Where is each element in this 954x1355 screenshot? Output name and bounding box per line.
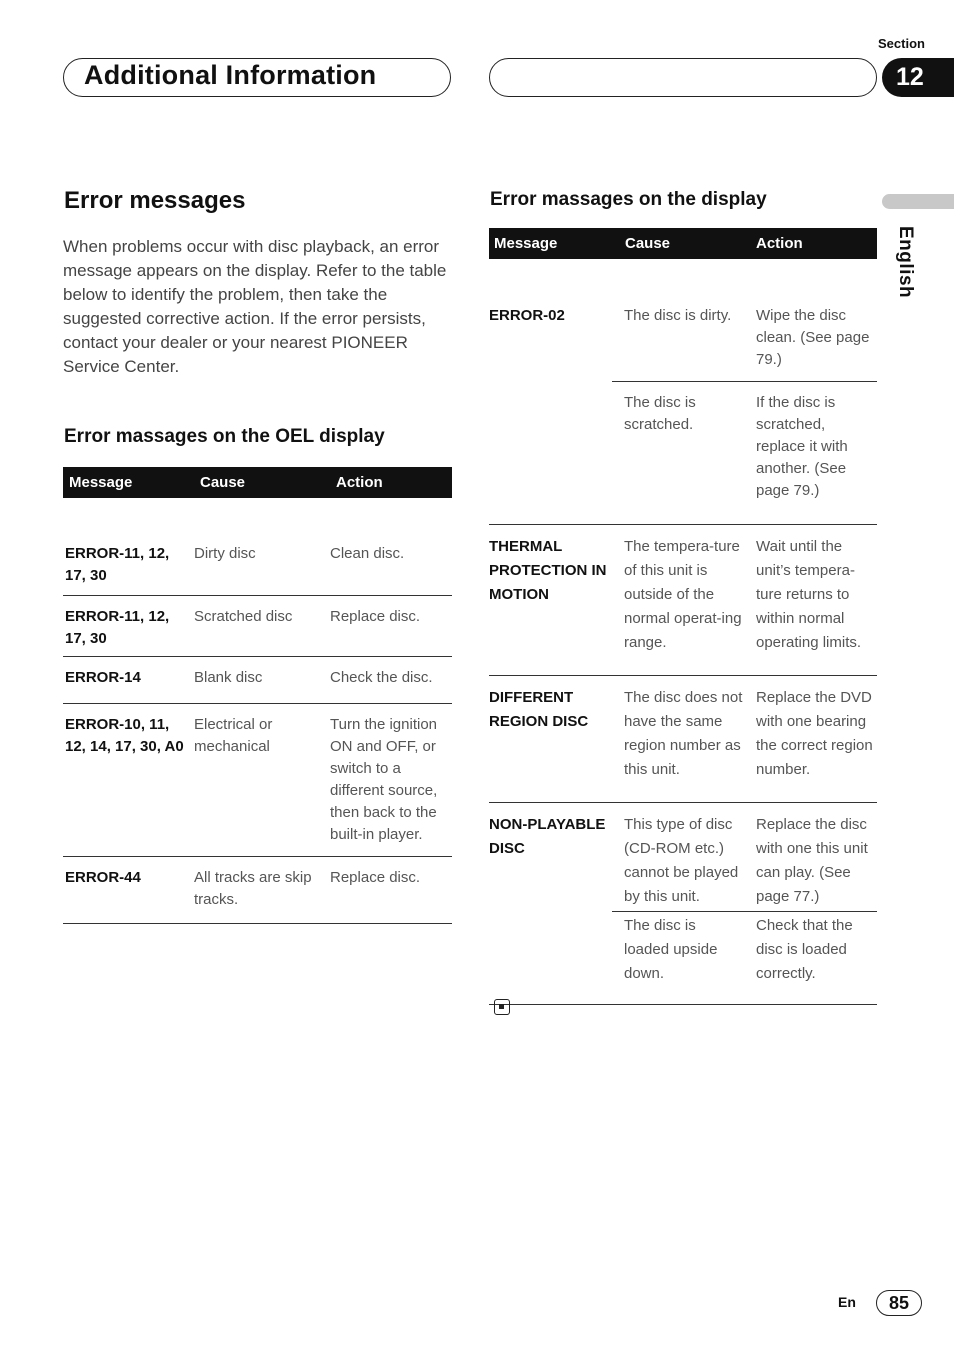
end-of-section-icon [494,999,510,1015]
error-code: NON-PLAYABLE DISC [489,803,612,1005]
table-row [489,259,877,382]
error-action: Turn the ignition ON and OFF, or switch to a different source, then back to the built-in player. [330,704,452,857]
error-code: THERMAL PROTECTION IN MOTION [489,525,612,676]
page-number: 85 [876,1290,922,1316]
error-cause: This type of disc (CD-ROM etc.) cannot be played by this unit. [612,803,748,912]
error-code: ERROR-10, 11, 12, 14, 17, 30, A0 [63,704,194,857]
table-row [63,857,452,924]
error-cause: All tracks are skip tracks. [194,857,330,924]
column-header-message: Message [63,467,194,498]
error-code: ERROR-44 [63,857,194,924]
error-code: DIFFERENT REGION DISC [489,676,612,803]
error-cause: The disc is scratched. [612,382,748,525]
language-label: English [895,226,916,299]
error-action: Replace the DVD with one bearing the correct region number. [748,676,877,803]
error-action: Wipe the disc clean. (See page 79.) [748,259,877,382]
error-code: ERROR-11, 12, 17, 30 [63,498,194,596]
oel-heading: Error massages on the OEL display [64,426,385,447]
chapter-title-frame [63,58,451,97]
error-cause: Scratched disc [194,596,330,657]
column-header-action: Action [748,228,877,259]
column-header-cause: Cause [194,467,330,498]
footer-language-code: En [838,1294,856,1310]
table-row [63,596,452,657]
error-code: ERROR-02 [489,259,612,525]
header-blank-frame [489,58,877,97]
error-cause: The disc is dirty. [612,259,748,382]
error-cause: Dirty disc [194,498,330,596]
section-number-tab: 12 [882,58,954,97]
error-cause: The disc is loaded upside down. [612,912,748,1005]
section-label: Section [878,36,925,51]
error-action: Check that the disc is loaded correctly. [748,912,877,1005]
table-row [63,498,452,596]
table-row [489,676,877,803]
language-tab-bar [882,194,954,209]
oel-error-table [63,467,452,924]
intro-paragraph: When problems occur with disc playback, an error message appears on the display. Refer to the table below to identify the problem, then take the suggested corrective action. If the error persists, contact your dealer or your nearest PIONEER Service Center. [63,237,447,376]
column-header-action: Action [330,467,452,498]
page-title: Error messages [64,187,246,214]
error-cause: Blank disc [194,657,330,704]
error-cause: Electrical or mechanical [194,704,330,857]
error-code: ERROR-11, 12, 17, 30 [63,596,194,657]
table-row [489,803,877,912]
error-cause: The tempera-ture of this unit is outside of the normal operat-ing range. [612,525,748,676]
column-header-cause: Cause [612,228,748,259]
error-action: If the disc is scratched, replace it with another. (See page 79.) [748,382,877,525]
display-heading: Error massages on the display [490,189,767,210]
error-action: Clean disc. [330,498,452,596]
error-action: Wait until the unit’s tempera-ture returns to within normal operating limits. [748,525,877,676]
chapter-title: Additional Information [84,60,377,90]
table-row [489,525,877,676]
table-row [63,704,452,857]
error-action: Check the disc. [330,657,452,704]
error-action: Replace disc. [330,857,452,924]
display-error-table [489,228,877,1005]
column-header-message: Message [489,228,612,259]
error-action: Replace disc. [330,596,452,657]
error-action: Replace the disc with one this unit can play. (See page 77.) [748,803,877,912]
error-code: ERROR-14 [63,657,194,704]
error-cause: The disc does not have the same region number as this unit. [612,676,748,803]
table-row [63,657,452,704]
